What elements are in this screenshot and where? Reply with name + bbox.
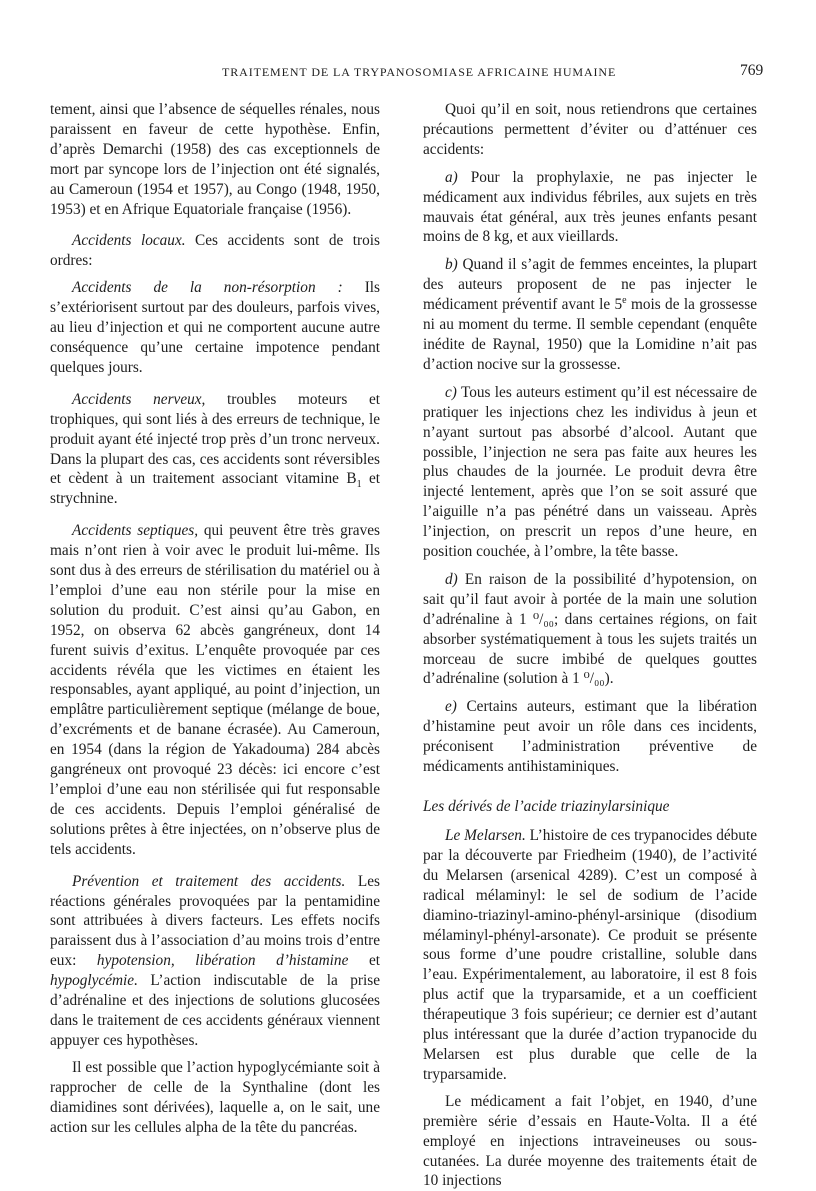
list-item-c — [423, 383, 757, 562]
run-in-heading: Accidents de la non-résorption : — [72, 279, 343, 297]
paragraph-text: troubles moteurs et trophiques, qui sont liés à des erreurs de technique, le produit ayant été injecté trop près d’un tronc nerveux. Dans la plupart des cas, ces accidents sont réversibles et cèdent à un traitement associant vitamine B — [50, 390, 380, 488]
item-letter: c) — [445, 383, 457, 401]
item-text-end: mois de la grossesse ni au moment du terme. Il semble cependant (enquête inédite de Raynal, 1950) que la Lomidine n’ait pas d’action nocive sur la grossesse. — [423, 296, 757, 373]
paragraph-text: Ils s’extériorisent surtout par des douleurs, parfois vives, au lieu d’injection et qui ne comportent aucune autre conséquence qu’une certaine impotence pendant quelques jours. — [50, 279, 380, 376]
superscript: e — [622, 295, 627, 307]
paragraph-prevention — [50, 872, 380, 1051]
left-column — [50, 100, 380, 1149]
paragraph-local-accidents — [50, 231, 380, 271]
paragraph-first-trials: Le médicament a fait l’objet, en 1940, d’une première série d’essais en Haute-Volta. Il a été employé en injections intraveineuses ou sous-cutanées. La durée moyenne des traitements était de 10 injections — [423, 1092, 757, 1190]
conjunction: et — [348, 952, 380, 970]
item-text: Quand il s’agit de femmes enceintes, la plupart des auteurs proposent de ne pas injecter le médicament préventif avant le 5 — [423, 256, 757, 314]
paragraph-synthaline: Il est possible que l’action hypoglycémiante soit à rapprocher de celle de la Synthaline (dont les diamidines sont dérivées), laquelle a, on le sait, une action sur les cellules alpha de la tête du pancréas. — [50, 1058, 380, 1136]
list-item-a — [423, 168, 757, 248]
item-letter: a) — [445, 168, 458, 186]
paragraph-nervous-accidents — [50, 390, 380, 509]
right-column — [423, 100, 757, 1191]
item-text: Pour la prophylaxie, ne pas injecter le médicament aux individus fébriles, aux sujets en très mauvais état général, aux très jeunes enfants pesant moins de 8 kg, et aux vieillards. — [423, 168, 757, 246]
item-letter: e) — [445, 698, 457, 716]
item-letter: b) — [445, 256, 458, 274]
list-item-d — [423, 570, 757, 689]
italic-terms: hypotension, libération d’histamine — [96, 952, 349, 970]
run-in-heading: Accidents locaux. — [72, 232, 186, 250]
paragraph-text: Les réactions générales provoquées par la pentamidine sont attribuées à divers facteurs. Les effets nocifs paraissent dus à l’association d’au moins trois d’entre eux: — [50, 872, 380, 970]
run-in-heading: Accidents nerveux, — [72, 390, 206, 408]
item-letter: d) — [445, 570, 458, 588]
item-text: En raison de la possibilité d’hypotension, on sait qu’il faut avoir à portée de la main une solution d’adrénaline à 1 ⁰/₀₀; dans certaines régions, on fait absorber systématiquement à tous les sujets traités un morceau de sucre imbibé de quelques gouttes d’adrénaline (solution à 1 ⁰/₀₀). — [423, 570, 757, 688]
list-item-b — [423, 255, 757, 374]
paragraph-text: qui peuvent être très graves mais n’ont rien à voir avec le produit lui-même. Ils sont dus à des erreurs de stérilisation du matériel ou à l’emploi d’une eau non stérile pour la mise en solution du produit. C’est ainsi qu’au Gabon, en 1952, on observa 62 abcès gangréneux, dont 14 furent suivis d’exitus. L’enquête provoquée par ces accidents révéla que les victimes en étaient les responsables, ayant appliqué, au point d’injection, un emplâtre particulièrement septique (mélange de boue, d’excréments et de banane écrasée). Au Cameroun, en 1954 (dans la région de Yakadouma) 284 abcès gangréneux ont provoqué 23 décès: ici encore c’est l’emploi d’une eau non stérilisée qui fut responsable de ces accidents. Depuis l’emploi généralisé de solutions prêtes à être injectées, on n’observe plus de tels accidents. — [50, 522, 380, 858]
run-in-heading: Accidents septiques, — [72, 522, 199, 540]
paragraph-septic-accidents — [50, 521, 380, 859]
section-heading: Les dérivés de l’acide triazinylarsinique — [423, 798, 670, 815]
item-text: Certains auteurs, estimant que la libération d’histamine peut avoir un rôle dans ces incidents, préconisent l’administration préventive de médicaments antihistaminiques. — [423, 698, 757, 776]
run-in-heading: Prévention et traitement des accidents. — [72, 872, 346, 890]
paragraph-text: L’histoire de ces trypanocides débute par la découverte par Friedheim (1940), de l’activité du Melarsen (arsenical 4289). C’est un composé à radical mélaminyl: le sel de sodium de l’acide diamino-triazinyl-amino-phényl-arsinique (disodium mélaminyl-phényl-arsonate). Ce produit se présente sous forme d’une poudre cristalline, soluble dans l’eau. Expérimentalement, au laboratoire, il est 8 fois plus actif que la tryparsamide, et a un coefficient thérapeutique 3 fois supérieur; ce dernier est d’autant plus intéressant que la durée d’action trypanocide du Melarsen est plus durable que celle de la tryparsamide. — [423, 827, 757, 1083]
running-title: TRAITEMENT DE LA TRYPANOSOMIASE AFRICAINE HUMAINE — [222, 65, 617, 79]
paragraph-melarsen — [423, 826, 757, 1085]
item-text: Tous les auteurs estiment qu’il est nécessaire de pratiquer les injections chez les individus à jeun et n’ayant surtout pas absorbé d’alcool. Autant que possible, l’injection ne sera pas faite aux heures les plus chaudes de la journée. Le produit devra être injecté lentement, après que l’on se soit assuré que l’aiguille n’a pas pénétré dans un vaisseau. Après l’injection, on prescrit un repos d’une heure, en position couchée, à l’ombre, la tête basse. — [423, 383, 757, 561]
paragraph-text: Ces accidents sont de trois ordres: — [50, 232, 381, 270]
page-number: 769 — [740, 62, 764, 79]
paragraph-text-end: et strychnine. — [50, 470, 380, 508]
paragraph-continuation: tement, ainsi que l’absence de séquelles rénales, nous paraissent en faveur de cette hypothèse. Enfin, d’après Demarchi (1958) des cas exceptionnels de mort par syncope lors de l’injection ont été signalés, au Cameroun (1954 et 1957), au Congo (1948, 1950, 1953) et en Afrique Equatoriale française (1956). — [50, 101, 380, 218]
list-item-e — [423, 697, 757, 777]
paragraph-text: L’action indiscutable de la prise d’adrénaline et des injections de solutions glucosées dans le traitement de ces accidents généraux viennent appuyer ces hypothèses. — [50, 972, 380, 1049]
paragraph-non-resorption — [50, 278, 380, 378]
paragraph-precautions-intro: Quoi qu’il en soit, nous retiendrons que certaines précautions permettent d’éviter ou d’atténuer ces accidents: — [423, 101, 757, 158]
subscript: 1 — [356, 479, 362, 491]
running-head — [0, 62, 816, 84]
run-in-heading: Le Melarsen. — [445, 827, 526, 844]
italic-term: hypoglycémie. — [50, 972, 138, 990]
